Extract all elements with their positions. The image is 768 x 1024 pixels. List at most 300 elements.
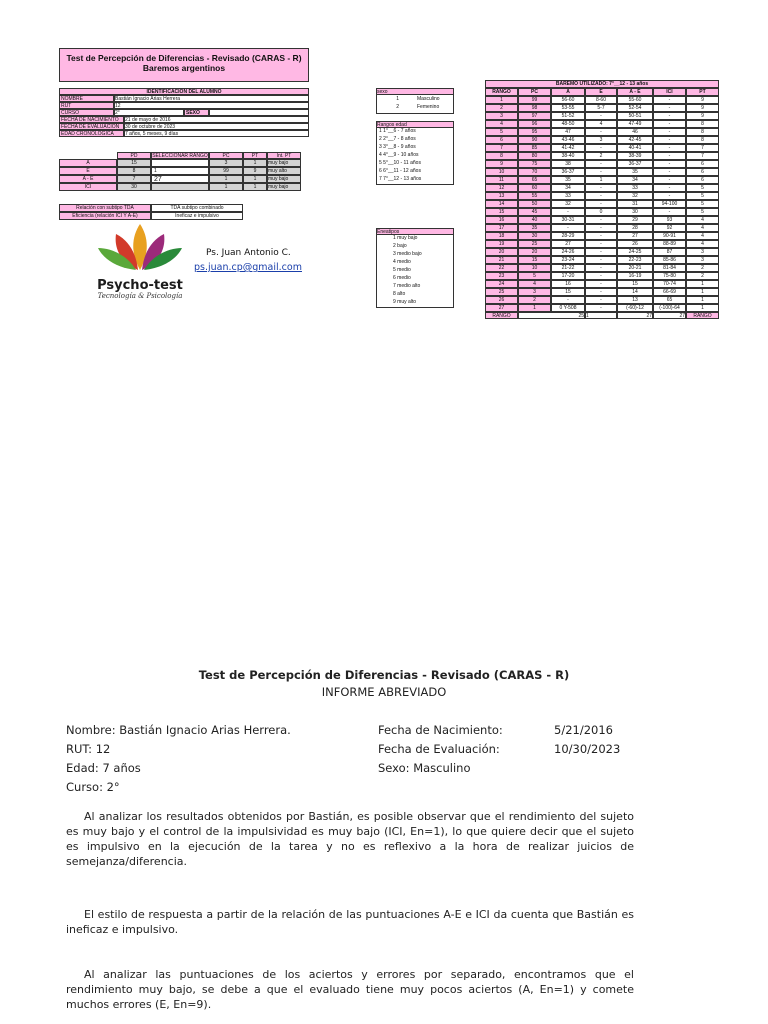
baremo-cell: 32: [551, 200, 585, 208]
baremo-cell: 1: [518, 304, 551, 312]
baremo-cell: 94-100: [653, 200, 686, 208]
baremo-cell: 1: [686, 288, 719, 296]
scores-table: [59, 152, 301, 191]
score-rango-select[interactable]: 1: [151, 167, 209, 175]
baremo-cell: 15: [617, 280, 653, 288]
relation-row-tda: [59, 204, 243, 212]
baremo-cell: 8: [686, 120, 719, 128]
baremo-cell: 1: [686, 296, 719, 304]
contact-email-link[interactable]: ps.juan.cp@gmail.com: [194, 262, 302, 273]
baremo-cell: -: [653, 112, 686, 120]
baremo-title: BAREMO UTILIZADO: 7°__12 - 13 años: [485, 80, 719, 88]
baremo-cell: 1: [686, 280, 719, 288]
eneatipo-option[interactable]: 4 medio: [393, 259, 411, 265]
baremo-cell: 12: [485, 184, 518, 192]
baremo-cell: 75: [518, 160, 551, 168]
baremo-cell: 42-45: [617, 136, 653, 144]
sexo-option[interactable]: 1 Masculino: [396, 96, 440, 102]
baremo-cell: 20: [485, 248, 518, 256]
baremo-cell: 15: [551, 288, 585, 296]
baremo-cell: 13: [617, 296, 653, 304]
baremo-cell: 27: [617, 232, 653, 240]
baremo-cell: 3: [485, 112, 518, 120]
baremo-cell: 21: [485, 256, 518, 264]
baremo-cell: 27: [551, 240, 585, 248]
contact-name: Ps. Juan Antonio C.: [206, 248, 291, 258]
age-option[interactable]: 3 3°__8 - 9 años: [379, 144, 416, 150]
baremo-cell: 4: [686, 232, 719, 240]
baremo-header-row: [485, 88, 719, 96]
relation-table: [59, 204, 243, 220]
baremo-cell: -: [585, 232, 617, 240]
baremo-cell: 5: [686, 184, 719, 192]
baremo-cell: 32: [617, 192, 653, 200]
field-row-nacimiento: [59, 116, 309, 123]
baremo-cell: 38: [551, 160, 585, 168]
baremo-row: [485, 232, 719, 240]
baremo-col-header: PT: [686, 88, 719, 96]
baremo-footer-cell: 1: [585, 312, 617, 319]
baremo-cell: 95: [518, 128, 551, 136]
baremo-cell: 16: [551, 280, 585, 288]
field-label: EDAD CRONOLÓGICA: [59, 130, 124, 137]
baremo-cell: 85: [518, 144, 551, 152]
baremo-row: [485, 240, 719, 248]
baremo-cell: 4: [686, 224, 719, 232]
score-rango-select: [151, 183, 209, 191]
score-row-a-e: [59, 175, 301, 183]
baremo-cell: 13: [485, 192, 518, 200]
col-header: Int. PT: [267, 152, 301, 159]
score-name: A: [59, 159, 117, 167]
baremo-cell: 9: [686, 104, 719, 112]
baremo-cell: 47: [551, 128, 585, 136]
baremo-cell: 25: [518, 240, 551, 248]
score-pd[interactable]: 30: [117, 183, 151, 191]
baremo-cell: 7: [686, 144, 719, 152]
baremo-cell: 35: [617, 168, 653, 176]
baremo-cell: 14: [485, 200, 518, 208]
baremo-cell: 60: [518, 184, 551, 192]
baremo-body: [485, 96, 719, 312]
report-paragraph-1: Al analizar los resultados obtenidos por Bastián, es posible observar que el rendimiento del sujeto es muy bajo y el control de la impulsividad es muy bajo (ICI, En=1), lo que quiere decir que el sujeto es impulsivo en la ejecución de la tarea y no es reflexivo a la hora de realizar juicios de semejanza/diferencia.: [66, 810, 634, 868]
field-value[interactable]: 12: [114, 102, 309, 109]
baremo-cell: 34: [551, 184, 585, 192]
report-paragraph-3: Al analizar las puntuaciones de los aciertos y errores por separado, encontramos que el rendimiento muy bajo, se debe a que el evaluado tiene muy pocos aciertos (A, En=1) y comete muchos errores (E, En=9).: [66, 968, 634, 1011]
baremo-row: [485, 248, 719, 256]
baremo-row: [485, 256, 719, 264]
col-header: PC: [209, 152, 243, 159]
baremo-cell: 66-69: [653, 288, 686, 296]
baremo-row: [485, 208, 719, 216]
baremo-cell: 87: [653, 248, 686, 256]
col-header: SELECCIONAR RANGO: [152, 153, 208, 159]
report-sexo: Sexo: Masculino: [378, 761, 471, 775]
baremo-cell: 80: [518, 152, 551, 160]
score-pt: 1: [243, 175, 267, 183]
baremo-row: [485, 296, 719, 304]
baremo-row: [485, 264, 719, 272]
baremo-cell: 28: [617, 224, 653, 232]
baremo-cell: 98: [518, 104, 551, 112]
baremo-cell: 90: [518, 136, 551, 144]
baremo-cell: 52-54: [617, 104, 653, 112]
baremo-cell: 56-60: [551, 96, 585, 104]
col-header: PT: [243, 152, 267, 159]
baremo-cell: 34: [617, 176, 653, 184]
baremo-cell: 70-74: [653, 280, 686, 288]
eneatipos-options: [376, 235, 454, 308]
baremo-footer-row: [485, 312, 719, 319]
score-name: A - E: [59, 175, 117, 183]
report-nac-label: Fecha de Nacimiento:: [378, 723, 503, 737]
report-nombre: Nombre: Bastián Ignacio Arias Herrera.: [66, 723, 291, 737]
baremo-cell: 5: [686, 200, 719, 208]
sheet-title: [59, 48, 309, 82]
baremo-cell: 50-51: [617, 112, 653, 120]
baremo-cell: -: [551, 296, 585, 304]
baremo-cell: -: [585, 248, 617, 256]
baremo-cell: 16-19: [617, 272, 653, 280]
sexo-list: [376, 88, 454, 114]
baremo-cell: -: [585, 272, 617, 280]
baremo-footer-cell: RANGO: [485, 312, 518, 319]
baremo-cell: 9: [686, 96, 719, 104]
report-paragraph-2: El estilo de respuesta a partir de la relación de las puntuaciones A-E e ICI da cuenta que Bastián es ineficaz e impulsivo.: [66, 908, 634, 936]
field-label: FECHA DE EVALUACIÓN: [59, 123, 124, 130]
baremo-cell: -: [585, 224, 617, 232]
baremo-cell: -: [653, 152, 686, 160]
field-label: FECHA DE NACIMIENTO: [59, 116, 124, 123]
baremo-cell: 22: [485, 264, 518, 272]
sexo-label: SEXO: [184, 109, 209, 116]
baremo-row: [485, 288, 719, 296]
baremo-cell: 40-41: [617, 144, 653, 152]
baremo-row: [485, 104, 719, 112]
baremo-cell: 4: [686, 240, 719, 248]
baremo-cell: 30: [518, 232, 551, 240]
baremo-cell: 45: [518, 208, 551, 216]
relation-value: TDA subtipo combinado: [151, 204, 243, 212]
score-int: muy bajo: [267, 159, 301, 167]
baremo-cell: -: [551, 224, 585, 232]
baremo-cell: 90-91: [653, 232, 686, 240]
baremo-cell: -: [653, 192, 686, 200]
baremo-cell: 29: [617, 216, 653, 224]
baremo-cell: -: [585, 288, 617, 296]
baremo-cell: 4: [518, 280, 551, 288]
field-value: 7 años, 5 meses, 9 días: [124, 130, 309, 137]
age-range-list: [376, 121, 454, 185]
score-pt: 9: [243, 167, 267, 175]
baremo-row: [485, 136, 719, 144]
baremo-cell: 33: [617, 184, 653, 192]
baremo-footer-cell: 27: [653, 312, 686, 319]
baremo-cell: -: [585, 112, 617, 120]
col-header: PD: [117, 152, 151, 159]
field-value[interactable]: 30 de octubre de 2023: [124, 123, 309, 130]
baremo-cell: 36-37: [551, 168, 585, 176]
baremo-row: [485, 224, 719, 232]
field-label: NOMBRE: [59, 95, 114, 102]
baremo-row: [485, 192, 719, 200]
baremo-cell: 31: [617, 200, 653, 208]
baremo-cell: 51-52: [551, 112, 585, 120]
score-rango-select[interactable]: 27: [151, 175, 209, 183]
baremo-cell: 23: [485, 272, 518, 280]
score-pt: 1: [243, 183, 267, 191]
baremo-cell: -: [585, 160, 617, 168]
sexo-option[interactable]: 2 Femenino: [396, 104, 440, 110]
field-value[interactable]: 2°: [114, 109, 184, 116]
baremo-cell: 8-60: [585, 96, 617, 104]
eneatipo-option[interactable]: 6 medio: [393, 275, 411, 281]
baremo-cell: 5: [485, 128, 518, 136]
baremo-cell: 26: [617, 240, 653, 248]
baremo-cell: 24-25: [617, 248, 653, 256]
score-pc: 99: [209, 167, 243, 175]
baremo-cell: 8: [686, 128, 719, 136]
baremo-cell: 97: [518, 112, 551, 120]
field-value[interactable]: Bastián Ignacio Arias Herrera: [114, 95, 309, 102]
baremo-cell: 26: [485, 296, 518, 304]
sheet-title-line1: Test de Percepción de Diferencias - Revisado (CARAS - R): [66, 53, 302, 63]
baremo-cell: 27: [485, 304, 518, 312]
baremo-cell: 65: [653, 296, 686, 304]
baremo-cell: 3: [518, 288, 551, 296]
baremo-cell: 96: [518, 120, 551, 128]
baremo-cell: 30: [617, 208, 653, 216]
baremo-cell: -: [585, 280, 617, 288]
baremo-table: [485, 80, 719, 319]
baremo-cell: 47-49: [617, 120, 653, 128]
baremo-cell: 9: [485, 160, 518, 168]
score-rango-select[interactable]: [151, 159, 209, 167]
baremo-footer-cell: 25: [518, 312, 585, 319]
baremo-cell: -: [585, 216, 617, 224]
sheet-title-line2: Baremos argentinos: [142, 63, 226, 73]
baremo-cell: 0 Y-508: [551, 304, 585, 312]
baremo-cell: 2: [686, 272, 719, 280]
baremo-cell: 3: [686, 248, 719, 256]
score-name: E: [59, 167, 117, 175]
baremo-cell: -: [653, 128, 686, 136]
baremo-cell: -: [653, 176, 686, 184]
baremo-cell: 2: [686, 264, 719, 272]
baremo-cell: 15: [518, 256, 551, 264]
baremo-cell: -: [653, 168, 686, 176]
baremo-cell: -: [585, 256, 617, 264]
baremo-row: [485, 160, 719, 168]
baremo-cell: 22-23: [617, 256, 653, 264]
eneatipo-option[interactable]: 7 medio alto: [393, 283, 421, 289]
baremo-cell: 10: [485, 168, 518, 176]
baremo-cell: 6: [485, 136, 518, 144]
baremo-cell: 1: [686, 304, 719, 312]
baremo-row: [485, 200, 719, 208]
age-option[interactable]: 7 7°__12 - 13 años: [379, 176, 422, 182]
score-row-e: [59, 167, 301, 175]
relation-label: Eficiencia (relación ICI Y A-E): [59, 212, 151, 220]
baremo-cell: -: [551, 208, 585, 216]
baremo-cell: 8: [485, 152, 518, 160]
baremo-col-header: A - E: [617, 88, 653, 96]
field-row-evaluacion: [59, 123, 309, 130]
baremo-cell: -: [653, 136, 686, 144]
baremo-cell: 18: [485, 232, 518, 240]
logo-text: Psycho-test: [97, 278, 183, 293]
baremo-col-header: PC: [518, 88, 551, 96]
score-pd[interactable]: 7: [117, 175, 151, 183]
baremo-cell: 24: [485, 280, 518, 288]
baremo-cell: -: [585, 144, 617, 152]
eneatipo-option[interactable]: 2 bajo: [393, 243, 407, 249]
baremo-cell: (-60)-12: [617, 304, 653, 312]
baremo-footer-cell: RANGO: [686, 312, 719, 319]
score-int: muy bajo: [267, 183, 301, 191]
sexo-value[interactable]: [209, 109, 309, 116]
field-row-curso: [59, 109, 309, 116]
baremo-row: [485, 168, 719, 176]
baremo-cell: 1: [585, 176, 617, 184]
baremo-cell: 4: [686, 216, 719, 224]
baremo-cell: 48-50: [551, 120, 585, 128]
baremo-cell: 20: [518, 248, 551, 256]
id-header: IDENTIFICACIÓN DEL ALUMNO: [59, 88, 309, 95]
sexo-list-header: sexo: [376, 88, 454, 95]
baremo-col-header: A: [551, 88, 585, 96]
baremo-cell: 40: [518, 216, 551, 224]
student-id-table: [59, 88, 309, 137]
baremo-cell: -: [653, 104, 686, 112]
baremo-row: [485, 184, 719, 192]
report-rut: RUT: 12: [66, 742, 111, 756]
score-pd[interactable]: 8: [117, 167, 151, 175]
report-subtitle: INFORME ABREVIADO: [321, 685, 447, 699]
baremo-cell: (-100)-64: [653, 304, 686, 312]
eneatipo-option[interactable]: 3 medio bajo: [393, 251, 422, 257]
eneatipos-list: [376, 228, 454, 308]
age-option[interactable]: 2 2°__7 - 8 años: [379, 136, 416, 142]
baremo-cell: 19: [485, 240, 518, 248]
baremo-row: [485, 176, 719, 184]
score-pc: 1: [209, 175, 243, 183]
score-name: ICI: [59, 183, 117, 191]
baremo-cell: 6: [686, 160, 719, 168]
report-curso: Curso: 2°: [66, 780, 120, 794]
report-title: Test de Percepción de Diferencias - Revisado (CARAS - R): [198, 668, 570, 682]
baremo-row: [485, 216, 719, 224]
baremo-cell: -: [585, 264, 617, 272]
baremo-cell: 5: [686, 192, 719, 200]
baremo-cell: 30-31: [551, 216, 585, 224]
baremo-cell: 75-80: [653, 272, 686, 280]
eneatipo-option[interactable]: 9 muy alto: [393, 299, 417, 305]
baremo-col-header: ICI: [653, 88, 686, 96]
report-edad: Edad: 7 años: [66, 761, 141, 775]
baremo-cell: 9: [686, 112, 719, 120]
field-value[interactable]: 21 de mayo de 2016: [124, 116, 309, 123]
baremo-cell: 14: [617, 288, 653, 296]
baremo-cell: -: [585, 168, 617, 176]
baremo-cell: 70: [518, 168, 551, 176]
baremo-cell: 8: [686, 136, 719, 144]
baremo-cell: -: [653, 208, 686, 216]
field-label: CURSO: [59, 109, 114, 116]
baremo-cell: 15: [485, 208, 518, 216]
age-option[interactable]: 1 1°__6 - 7 años: [379, 128, 416, 134]
score-pd[interactable]: 15: [117, 159, 151, 167]
baremo-cell: 11: [485, 176, 518, 184]
baremo-cell: 5: [518, 272, 551, 280]
report-eval-value: 10/30/2023: [554, 742, 621, 756]
score-pc: 3: [209, 159, 243, 167]
baremo-cell: 85-86: [653, 256, 686, 264]
eneatipo-option[interactable]: 1 muy bajo: [393, 235, 418, 241]
baremo-cell: -: [653, 184, 686, 192]
baremo-cell: 2: [518, 296, 551, 304]
baremo-cell: 4: [585, 120, 617, 128]
baremo-cell: -: [653, 160, 686, 168]
baremo-cell: 3: [686, 256, 719, 264]
baremo-cell: 36-37: [617, 160, 653, 168]
score-int: muy alto: [267, 167, 301, 175]
score-int: muy bajo: [267, 175, 301, 183]
baremo-cell: 6: [686, 168, 719, 176]
baremo-footer-cell: 27: [617, 312, 653, 319]
baremo-cell: 43-46: [551, 136, 585, 144]
baremo-col-header: RANGO: [485, 88, 518, 96]
baremo-cell: 24-26: [551, 248, 585, 256]
relation-label: Relación con subtipo TDA: [59, 204, 151, 212]
baremo-cell: 38-39: [617, 152, 653, 160]
baremo-cell: -: [585, 304, 617, 312]
eneatipo-option[interactable]: 5 medio: [393, 267, 411, 273]
baremo-cell: 55-60: [617, 96, 653, 104]
baremo-cell: -: [585, 296, 617, 304]
baremo-cell: -: [653, 120, 686, 128]
age-option[interactable]: 6 6°__11 - 12 años: [379, 168, 421, 174]
baremo-cell: 4: [485, 120, 518, 128]
baremo-cell: 50: [518, 200, 551, 208]
sexo-options: [376, 95, 454, 114]
baremo-cell: -: [653, 144, 686, 152]
baremo-cell: 10: [518, 264, 551, 272]
eneatipos-list-header: Eneatipos: [376, 228, 454, 235]
report-eval-label: Fecha de Evaluación:: [378, 742, 500, 756]
score-pt: 1: [243, 159, 267, 167]
baremo-cell: 28-29: [551, 232, 585, 240]
score-row-ici: [59, 183, 301, 191]
baremo-row: [485, 272, 719, 280]
baremo-cell: 5-7: [585, 104, 617, 112]
psycho-test-logo: [90, 222, 190, 300]
eneatipo-option[interactable]: 8 alto: [393, 291, 406, 297]
baremo-cell: 17-20: [551, 272, 585, 280]
baremo-cell: 53-55: [551, 104, 585, 112]
field-label: RUT: [59, 102, 114, 109]
baremo-cell: 65: [518, 176, 551, 184]
baremo-cell: 20-21: [617, 264, 653, 272]
baremo-row: [485, 280, 719, 288]
baremo-cell: 35: [551, 176, 585, 184]
baremo-cell: 88-89: [653, 240, 686, 248]
baremo-cell: 6: [686, 176, 719, 184]
age-option[interactable]: 5 5°__10 - 11 años: [379, 160, 421, 166]
baremo-cell: 17: [485, 224, 518, 232]
age-option[interactable]: 4 4°__9 - 10 años: [379, 152, 419, 158]
baremo-cell: 38-40: [551, 152, 585, 160]
